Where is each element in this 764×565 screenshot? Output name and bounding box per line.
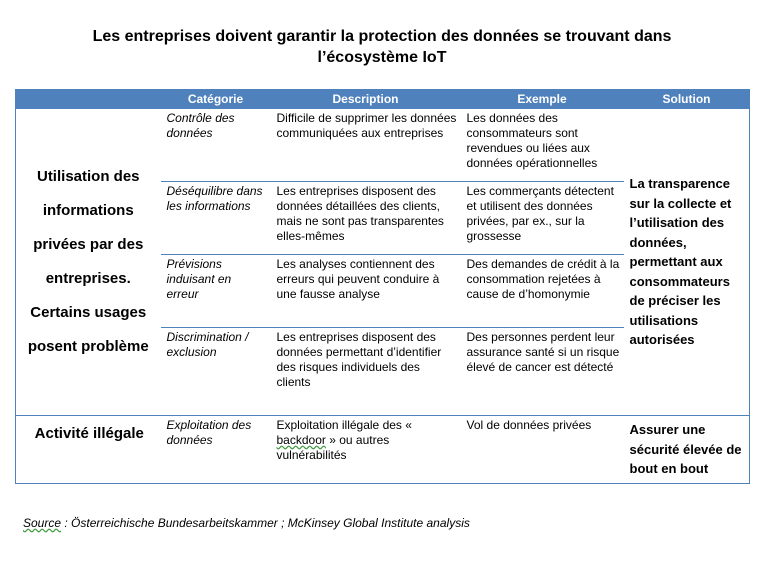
category-cell: Discrimination / exclusion xyxy=(161,328,271,416)
example-cell: Les commerçants détectent et utilisent des données privées, par ex., sur la grossesse xyxy=(461,182,624,255)
source-text: : Österreichische Bundesarbeitskammer ; McKinsey Global Institute analysis xyxy=(61,516,470,530)
title-line-1: Les entreprises doivent garantir la protection des données se trouvant dans xyxy=(92,28,672,45)
description-cell xyxy=(271,416,461,484)
table-row xyxy=(16,109,750,182)
example-cell: Des personnes perdent leur assurance santé si un risque élevé de cancer est détecté xyxy=(461,328,624,416)
backdoor-term: backdoor xyxy=(276,433,326,447)
solution-cell-transparency: La transparence sur la collecte et l’utilisation des données, permettant aux consommateurs de préciser les utilisations autorisées xyxy=(624,109,750,416)
description-cell: Les entreprises disposent des données détaillées des clients, mais ne sont pas transparentes elles-mêmes xyxy=(271,182,461,255)
example-cell: Des demandes de crédit à la consommation rejetées à cause de d’homonymie xyxy=(461,255,624,328)
category-cell: Prévisions induisant en erreur xyxy=(161,255,271,328)
description-text-pre: Exploitation illégale des « xyxy=(276,418,412,432)
group-label-private-use: Utilisation des informations privées par des entreprises. Certains usages posent problème xyxy=(16,109,161,416)
header-description: Description xyxy=(271,90,461,109)
table-row xyxy=(16,416,750,484)
page-title xyxy=(0,26,764,68)
category-cell: Exploitation des données xyxy=(161,416,271,484)
example-cell: Les données des consommateurs sont revendues ou liées aux données opérationnelles xyxy=(461,109,624,182)
category-cell: Déséquilibre dans les informations xyxy=(161,182,271,255)
header-example: Exemple xyxy=(461,90,624,109)
group-label-illegal-activity: Activité illégale xyxy=(16,416,161,484)
source-note xyxy=(23,516,470,530)
data-protection-table xyxy=(15,89,750,484)
table-header-row xyxy=(16,90,750,109)
header-blank xyxy=(16,90,161,109)
description-text-post: » ou autres vulnérabilités xyxy=(276,433,390,462)
header-solution: Solution xyxy=(624,90,750,109)
title-line-2: l’écosystème IoT xyxy=(317,49,447,66)
source-label: Source xyxy=(23,516,62,530)
header-category: Catégorie xyxy=(161,90,271,109)
description-cell: Les analyses contiennent des erreurs qui peuvent conduire à une fausse analyse xyxy=(271,255,461,328)
description-cell: Difficile de supprimer les données communiquées aux entreprises xyxy=(271,109,461,182)
category-cell: Contrôle des données xyxy=(161,109,271,182)
description-cell: Les entreprises disposent des données permettant d’identifier des risques individuels des clients xyxy=(271,328,461,416)
example-cell: Vol de données privées xyxy=(461,416,624,484)
solution-cell-security: Assurer une sécurité élevée de bout en bout xyxy=(624,416,750,484)
